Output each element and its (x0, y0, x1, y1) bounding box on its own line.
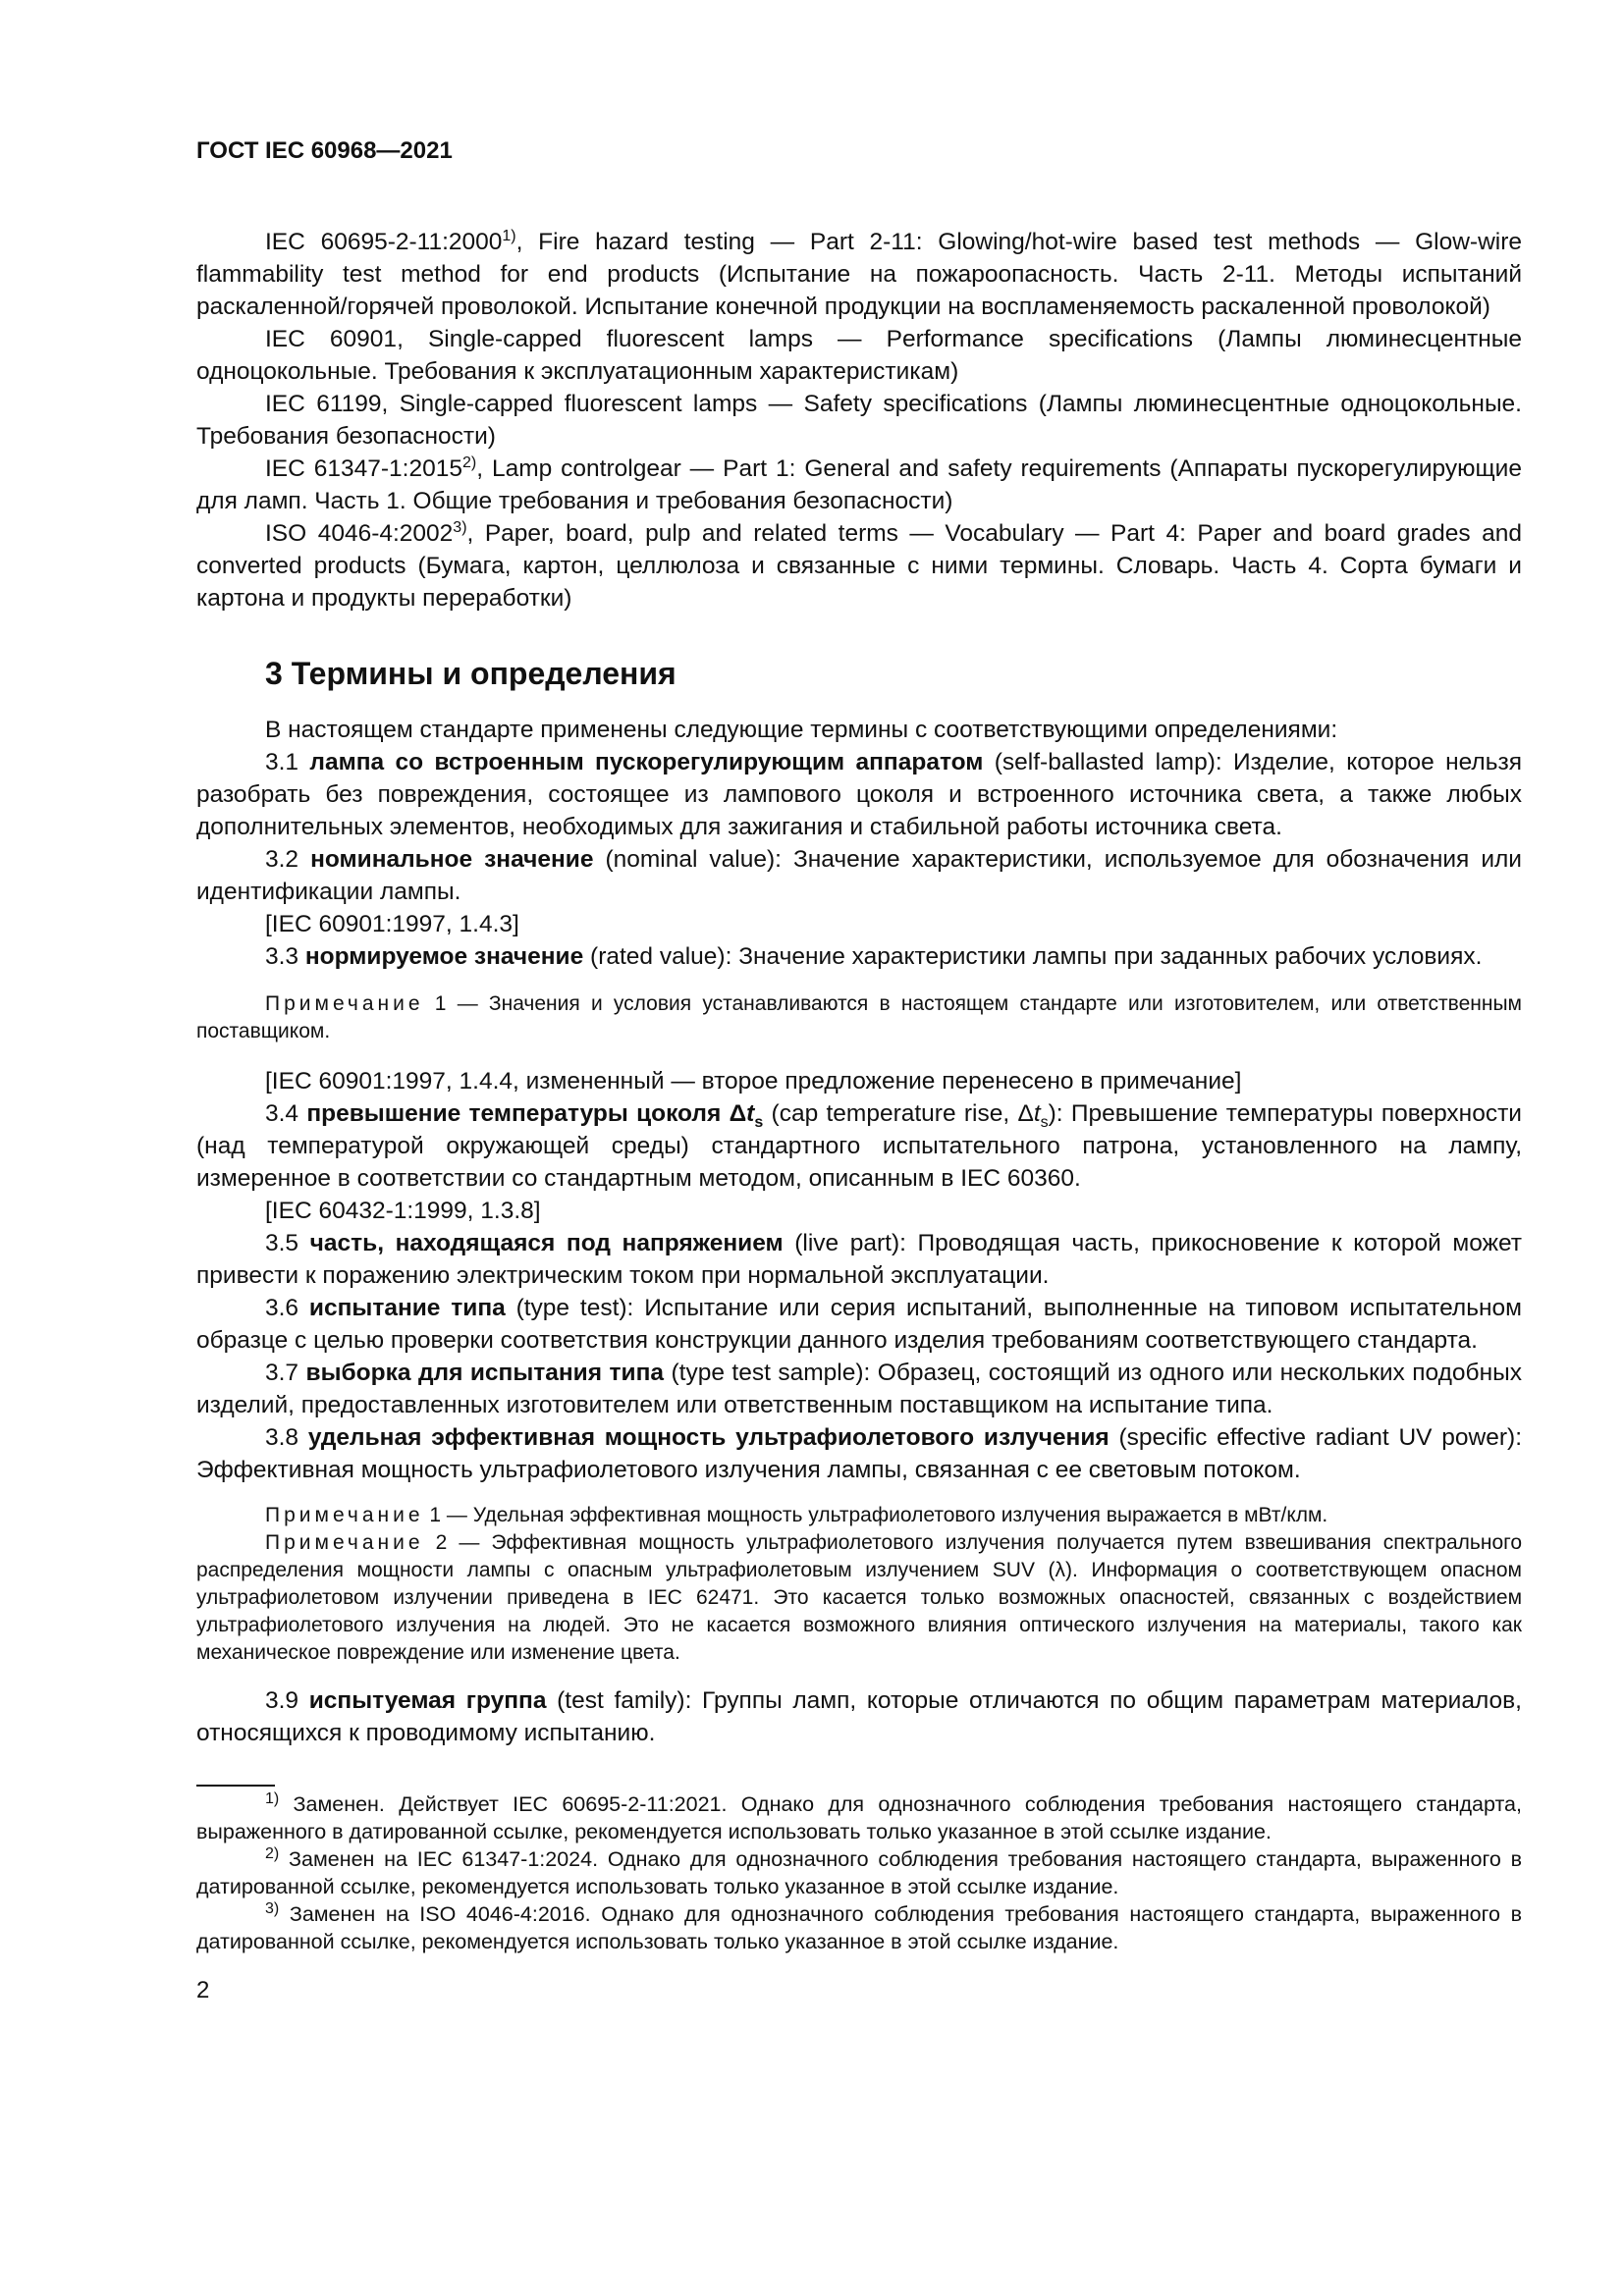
section-title: 3 Термины и определения (265, 656, 677, 691)
page-number: 2 (196, 1977, 210, 2003)
term-3-9: 3.9 испытуемая группа (test family): Группы ламп, которые отличаются по общим параметрам материалов, относящихся к проводимому испытанию. (196, 1687, 1522, 1746)
term-3-5: 3.5 часть, находящаяся под напряжением (live part): Проводящая часть, прикосновение к которой может привести к поражению электрическим током при нормальной эксплуатации. (196, 1230, 1522, 1289)
term-3-8: 3.8 удельная эффективная мощность ультрафиолетового излучения (specific effective radiant UV power): Эффективная мощность ультрафиолетового излучения лампы, связанная с ее световым потоком. (196, 1424, 1522, 1483)
term-source: [IEC 60901:1997, 1.4.3] (265, 911, 519, 937)
term-3-2: 3.2 номинальное значение (nominal value): Значение характеристики, используемое для обозначения или идентификации лампы. (196, 846, 1522, 905)
terms-section (196, 714, 1522, 1749)
notes-block (196, 1502, 1522, 1667)
document-page (196, 137, 1522, 2004)
note: Примечание 1 — Удельная эффективная мощность ультрафиолетового излучения выражается в мВт/клм. (265, 1504, 1328, 1526)
term-3-3: 3.3 нормируемое значение (rated value): Значение характеристики лампы при заданных рабочих условиях. (265, 943, 1483, 970)
footnote-separator (196, 1785, 275, 1787)
section-intro: В настоящем стандарте применены следующие термины с соответствующими определениями: (265, 717, 1338, 743)
reference-item: IEC 61347-1:2015$^{2)}$, Lamp controlgear — Part 1: General and safety requirements (Аппараты пускорегулирующие для ламп. Часть 1. Общие требования и требования безопасности) (196, 454, 1522, 514)
reference-item: IEC 61199, Single-capped fluorescent lamps — Safety specifications (Лампы люминесцентные одноцокольные. Требования безопасности) (196, 391, 1522, 450)
term-3-6: 3.6 испытание типа (type test): Испытание или серия испытаний, выполненные на типовом испытательном образце с целью проверки соответствия конструкции данного изделия требованиям соответствующего стандарта. (196, 1295, 1522, 1354)
footnote: $^{2)}$ Заменен на IEC 61347-1:2024. Однако для однозначного соблюдения требования настоящего стандарта, выраженного в датированной ссылке, рекомендуется использовать только указанное в этой ссылке издание. (196, 1844, 1522, 1898)
term-source: [IEC 60901:1997, 1.4.4, измененный — второе предложение перенесено в примечание] (265, 1068, 1242, 1095)
term-3-1: 3.1 лампа со встроенным пускорегулирующим аппаратом (self-ballasted lamp): Изделие, которое нельзя разобрать без повреждения, состоящее из лампового цоколя и встроенного источника света, а также любых дополнительных элементов, необходимых для зажигания и стабильной работы источника света. (196, 749, 1522, 840)
footnotes (196, 1790, 1522, 1955)
reference-item: IEC 60695-2-11:2000$^{1)}$, Fire hazard testing — Part 2-11: Glowing/hot-wire based test methods — Glow-wire flammability test method for end products (Испытание на пожароопасность. Часть 2-11. Методы испытаний раскаленной/горячей проволокой. Испытание конечной продукции на воспламеняемость раскаленной проволокой) (196, 227, 1522, 320)
term-3-4: 3.4 превышение температуры цоколя $\Delta t_s$ (cap temperature rise, $\Delta t_s$): Превышение температуры поверхности (над температурой окружающей среды) стандартного испытательного патрона, установленного на лампу, измеренное в соответствии со стандартным методом, описанным в IEC 60360. (196, 1100, 1522, 1192)
document-header: ГОСТ IEC 60968—2021 (196, 137, 453, 164)
reference-item: IEC 60901, Single-capped fluorescent lamps — Performance specifications (Лампы люминесцентные одноцокольные. Требования к эксплуатационным характеристикам) (196, 326, 1522, 385)
note: Примечание 1 — Значения и условия устанавливаются в настоящем стандарте или изготовителем, или ответственным поставщиком. (196, 992, 1522, 1042)
reference-item: ISO 4046-4:2002$^{3)}$, Paper, board, pulp and related terms — Vocabulary — Part 4: Paper and board grades and converted products (Бумага, картон, целлюлоза и связанные с ними термины. Словарь. Часть 4. Сорта бумаги и картона и продукты переработки) (196, 518, 1523, 612)
footnote: $^{1)}$ Заменен. Действует IEC 60695-2-11:2021. Однако для однозначного соблюдения требования настоящего стандарта, выраженного в датированной ссылке, рекомендуется использовать только указанное в этой ссылке издание. (196, 1789, 1522, 1843)
footnote: $^{3)}$ Заменен на ISO 4046-4:2016. Однако для однозначного соблюдения требования настоящего стандарта, выраженного в датированной ссылке, рекомендуется использовать только указанное в этой ссылке издание. (196, 1899, 1522, 1953)
note: Примечание 2 — Эффективная мощность ультрафиолетового излучения получается путем взвешивания спектрального распределения мощности лампы с опасным ультрафиолетовым излучением SUV (λ). Информация о соответствующем опасном ультрафиолетовом излучении приведена в IEC 62471. Это касается только возможных опасностей, связанных с воздействием ультрафиолетового излучения на людей. Это не касается возможного влияния оптического излучения на материалы, такого как механическое повреждение или изменение цвета. (196, 1531, 1523, 1664)
normative-references (196, 226, 1522, 614)
term-source: [IEC 60432-1:1999, 1.3.8] (265, 1198, 541, 1224)
term-3-7: 3.7 выборка для испытания типа (type test sample): Образец, состоящий из одного или нескольких подобных изделий, предоставленных изготовителем или ответственным поставщиком на испытание типа. (196, 1360, 1522, 1418)
notes-block (196, 990, 1522, 1045)
